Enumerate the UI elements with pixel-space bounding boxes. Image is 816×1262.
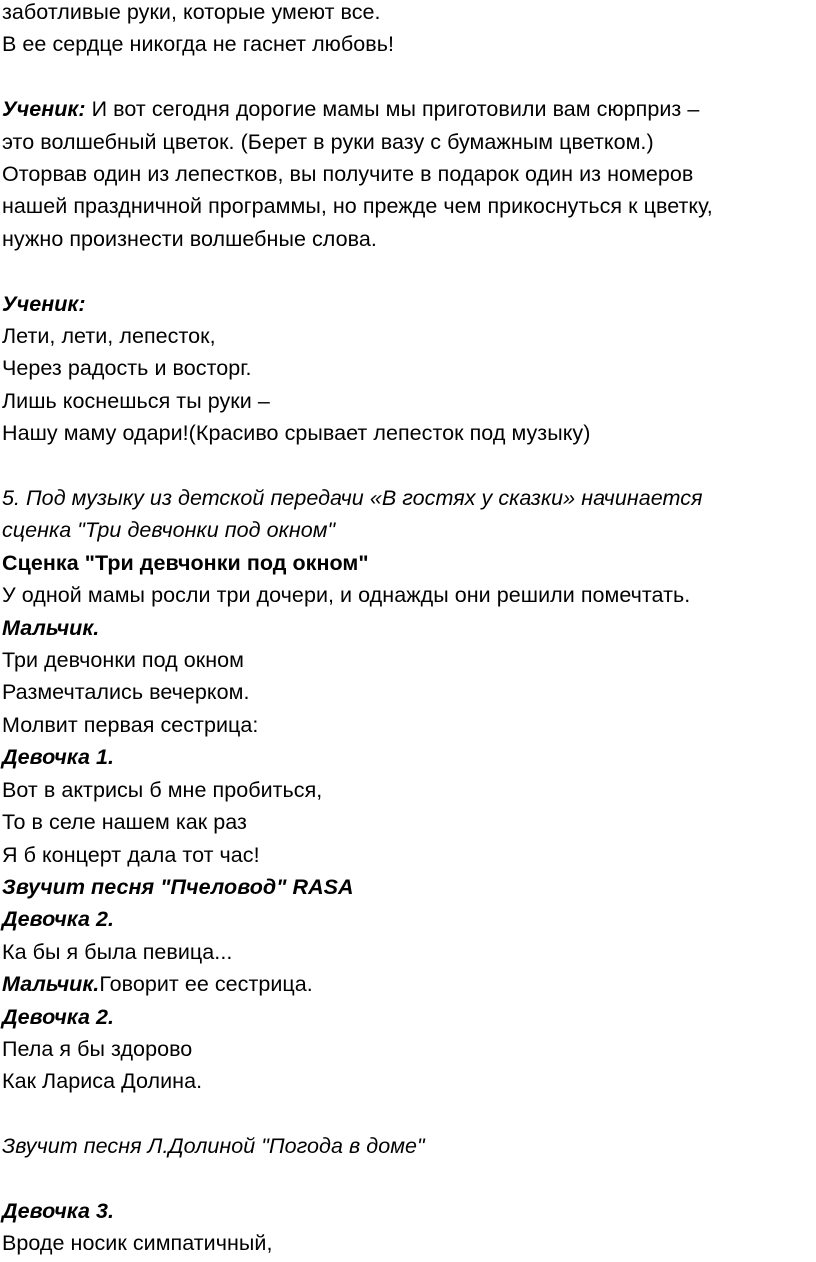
text-line: Три девчонки под окном bbox=[2, 648, 244, 673]
speaker-label: Мальчик. bbox=[2, 972, 100, 997]
text-line: это волшебный цветок. (Берет в руки вазу с бумажным цветком.) bbox=[2, 129, 654, 154]
blank-line bbox=[2, 61, 814, 93]
text-line: Оторвав один из лепестков, вы получите в подарок один из номеров bbox=[2, 162, 694, 187]
speaker-heading: Девочка 2. bbox=[2, 1004, 115, 1029]
dialogue-line bbox=[2, 968, 814, 1000]
speaker-heading: Девочка 2. bbox=[2, 907, 115, 932]
text-line: Как Лариса Долина. bbox=[2, 1069, 203, 1094]
stage-direction: Звучит песня Л.Долиной "Погода в доме" bbox=[2, 1134, 425, 1159]
text-line: Лети, лети, лепесток, bbox=[2, 324, 216, 349]
blank-line bbox=[2, 1163, 814, 1195]
speaker-heading: Звучит песня "Пчеловод" RASA bbox=[2, 874, 354, 899]
text-line: Вроде носик симпатичный, bbox=[2, 1231, 273, 1256]
text-line: Я б концерт дала тот час! bbox=[2, 842, 260, 867]
blank-line bbox=[2, 450, 814, 482]
speaker-heading: Девочка 3. bbox=[2, 1198, 115, 1223]
stage-direction: 5. Под музыку из детской передачи «В гостях у сказки» начинается bbox=[2, 486, 703, 511]
speaker-heading: Ученик: bbox=[2, 291, 86, 316]
blank-line bbox=[2, 255, 814, 287]
text-line: нужно произнести волшебные слова. bbox=[2, 226, 377, 251]
text-line: Размечтались вечерком. bbox=[2, 680, 250, 705]
text-line: Через радость и восторг. bbox=[2, 356, 252, 381]
text-line: Нашу маму одари!(Красиво срывает лепесток под музыку) bbox=[2, 421, 591, 446]
dialogue-line bbox=[2, 93, 814, 125]
text-line: Вот в актрисы б мне пробиться, bbox=[2, 777, 323, 802]
speaker-heading: Мальчик. bbox=[2, 615, 100, 640]
blank-line bbox=[2, 1098, 814, 1130]
speaker-heading: Девочка 1. bbox=[2, 745, 115, 770]
stage-direction: сценка "Три девчонки под окном" bbox=[2, 518, 336, 543]
text-line: Ка бы я была певица... bbox=[2, 939, 233, 964]
scene-title: Сценка "Три девчонки под окном" bbox=[2, 550, 369, 575]
document-page bbox=[2, 0, 814, 1260]
dialogue-text: Говорит ее сестрица. bbox=[99, 972, 313, 997]
text-line: нашей праздничной программы, но прежде чем прикоснуться к цветку, bbox=[2, 194, 713, 219]
text-line: заботливые руки, которые умеют все. bbox=[2, 0, 381, 24]
text-line: У одной мамы росли три дочери, и однажды они решили помечтать. bbox=[2, 583, 691, 608]
text-line: В ее сердце никогда не гаснет любовь! bbox=[2, 32, 394, 57]
dialogue-text: И вот сегодня дорогие мамы мы приготовили вам сюрприз – bbox=[85, 97, 700, 122]
text-line: Пела я бы здорово bbox=[2, 1036, 193, 1061]
text-line: То в селе нашем как раз bbox=[2, 810, 247, 835]
text-line: Молвит первая сестрица: bbox=[2, 712, 259, 737]
text-line: Лишь коснешься ты руки – bbox=[2, 388, 270, 413]
speaker-label: Ученик: bbox=[2, 97, 86, 122]
